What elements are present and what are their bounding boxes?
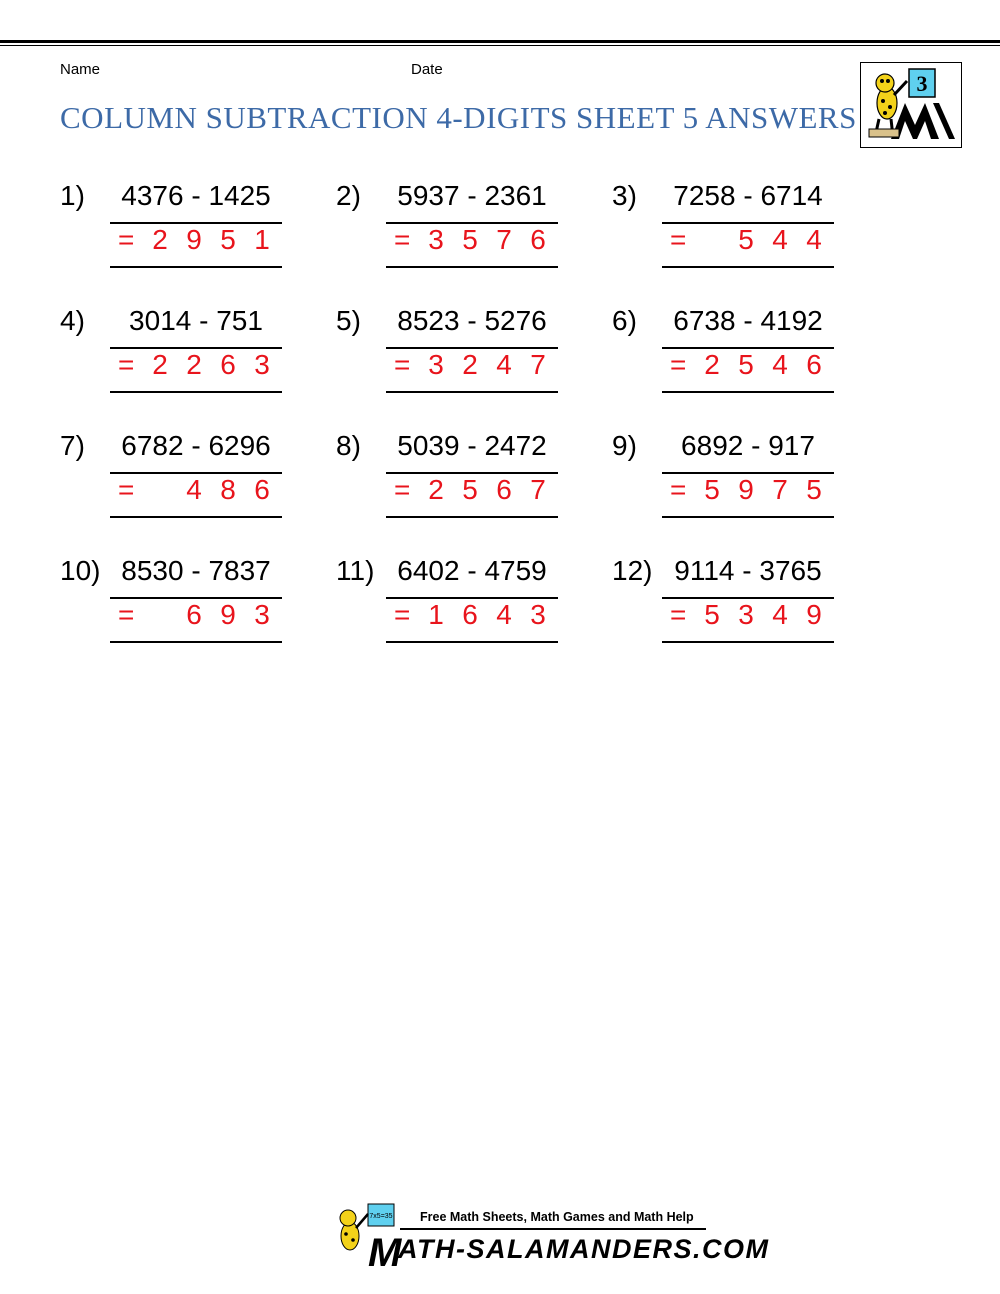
answer-digit: 8 (220, 474, 236, 505)
problem-question: 7258 - 6714 (662, 180, 834, 224)
answer-digit: 5 (704, 474, 720, 505)
answer-digit: 2 (704, 349, 720, 380)
answer-digit: 6 (254, 474, 270, 505)
equals-sign: = (118, 349, 135, 380)
answer-digit: 7 (496, 224, 512, 255)
problem-question: 8523 - 5276 (386, 305, 558, 349)
problem-answer (110, 349, 282, 393)
answer-digit: 2 (152, 224, 168, 255)
answer-digit: 7 (530, 349, 546, 380)
equals-sign: = (394, 224, 411, 255)
date-label: Date (411, 61, 443, 78)
answer-digit: 7 (530, 474, 546, 505)
answer-digit: 3 (428, 349, 444, 380)
problem-answer (386, 224, 558, 268)
problem-question: 4376 - 1425 (110, 180, 282, 224)
problem-number: 6) (612, 305, 637, 336)
answer-digit: 3 (254, 349, 270, 380)
problem-question: 5937 - 2361 (386, 180, 558, 224)
problem-number: 8) (336, 430, 361, 461)
problem-answer (110, 599, 282, 643)
equals-sign: = (670, 349, 687, 380)
answer-digit: 6 (462, 599, 478, 630)
answer-digit: 6 (186, 599, 202, 630)
answer-digit: 2 (428, 474, 444, 505)
problem-item (336, 555, 576, 645)
top-rule (0, 40, 1000, 43)
answer-digit: 4 (186, 474, 202, 505)
mini-badge: 7x5=35 (369, 1213, 393, 1220)
problem-number: 7) (60, 430, 85, 461)
answer-digit: 9 (220, 599, 236, 630)
problem-item (612, 305, 852, 395)
footer-tagline: Free Math Sheets, Math Games and Math Help (420, 1210, 694, 1224)
problem-answer (386, 599, 558, 643)
problem-item (336, 430, 576, 520)
top-rule-thin (0, 45, 1000, 46)
equals-sign: = (394, 474, 411, 505)
answer-digit: 1 (254, 224, 270, 255)
answer-digit: 5 (738, 349, 754, 380)
answer-digit: 4 (806, 224, 822, 255)
answer-digit: 3 (428, 224, 444, 255)
problem-question: 5039 - 2472 (386, 430, 558, 474)
answer-digit: 4 (496, 349, 512, 380)
problem-number: 11) (336, 555, 375, 586)
page-title: COLUMN SUBTRACTION 4-DIGITS SHEET 5 ANSWERS (60, 100, 857, 135)
problem-question: 6738 - 4192 (662, 305, 834, 349)
answer-digit: 9 (738, 474, 754, 505)
answer-digit: 3 (738, 599, 754, 630)
answer-digit: 9 (186, 224, 202, 255)
answer-digit: 3 (530, 599, 546, 630)
answer-digit: 6 (220, 349, 236, 380)
salamander-footer-icon (328, 1198, 408, 1270)
problem-answer (110, 474, 282, 518)
problem-answer (662, 599, 834, 643)
problem-answer (110, 224, 282, 268)
problem-answer (386, 474, 558, 518)
problem-answer (662, 349, 834, 393)
footer-rule (400, 1228, 706, 1230)
problem-question: 6402 - 4759 (386, 555, 558, 599)
name-label: Name (60, 61, 101, 78)
footer-logo (328, 1198, 770, 1270)
problem-number: 3) (612, 180, 637, 211)
equals-sign: = (670, 599, 687, 630)
problem-question: 3014 - 751 (110, 305, 282, 349)
problem-item (60, 430, 300, 520)
answer-digit: 2 (186, 349, 202, 380)
answer-digit: 5 (220, 224, 236, 255)
problem-item (612, 555, 852, 645)
problem-answer (386, 349, 558, 393)
equals-sign: = (670, 224, 687, 255)
answer-digit: 7 (772, 474, 788, 505)
answer-digit: 4 (772, 349, 788, 380)
answer-digit: 5 (806, 474, 822, 505)
problem-number: 2) (336, 180, 361, 211)
salamander-logo (860, 62, 962, 148)
problem-number: 4) (60, 305, 85, 336)
problem-item (612, 180, 852, 270)
answer-digit: 6 (530, 224, 546, 255)
problem-answer (662, 224, 834, 268)
problem-question: 8530 - 7837 (110, 555, 282, 599)
salamander-logo-icon (861, 63, 960, 146)
problem-question: 6782 - 6296 (110, 430, 282, 474)
answer-digit: 4 (772, 599, 788, 630)
equals-sign: = (670, 474, 687, 505)
equals-sign: = (394, 599, 411, 630)
answer-digit: 5 (462, 474, 478, 505)
problem-number: 12) (612, 555, 653, 586)
equals-sign: = (118, 224, 135, 255)
problem-item (612, 430, 852, 520)
answer-digit: 5 (738, 224, 754, 255)
answer-digit: 1 (428, 599, 444, 630)
answer-digit: 6 (496, 474, 512, 505)
answer-digit: 6 (806, 349, 822, 380)
equals-sign: = (118, 474, 135, 505)
problem-question: 6892 - 917 (662, 430, 834, 474)
grade-badge: 3 (916, 71, 928, 96)
answer-digit: 4 (772, 224, 788, 255)
footer-site-initial: M (368, 1231, 402, 1270)
problem-answer (662, 474, 834, 518)
equals-sign: = (394, 349, 411, 380)
problem-question: 9114 - 3765 (662, 555, 834, 599)
problem-number: 9) (612, 430, 637, 461)
problem-item (60, 555, 300, 645)
answer-digit: 3 (254, 599, 270, 630)
answer-digit: 5 (704, 599, 720, 630)
problem-item (60, 305, 300, 395)
answer-digit: 9 (806, 599, 822, 630)
equals-sign: = (118, 599, 135, 630)
problem-number: 5) (336, 305, 361, 336)
answer-digit: 2 (152, 349, 168, 380)
answer-digit: 5 (462, 224, 478, 255)
answer-digit: 4 (496, 599, 512, 630)
problem-item (336, 305, 576, 395)
problem-number: 1) (60, 180, 85, 211)
footer-site: ATH-SALAMANDERS.COM (398, 1234, 770, 1264)
problem-item (60, 180, 300, 270)
problem-number: 10) (60, 555, 101, 586)
answer-digit: 2 (462, 349, 478, 380)
problem-item (336, 180, 576, 270)
